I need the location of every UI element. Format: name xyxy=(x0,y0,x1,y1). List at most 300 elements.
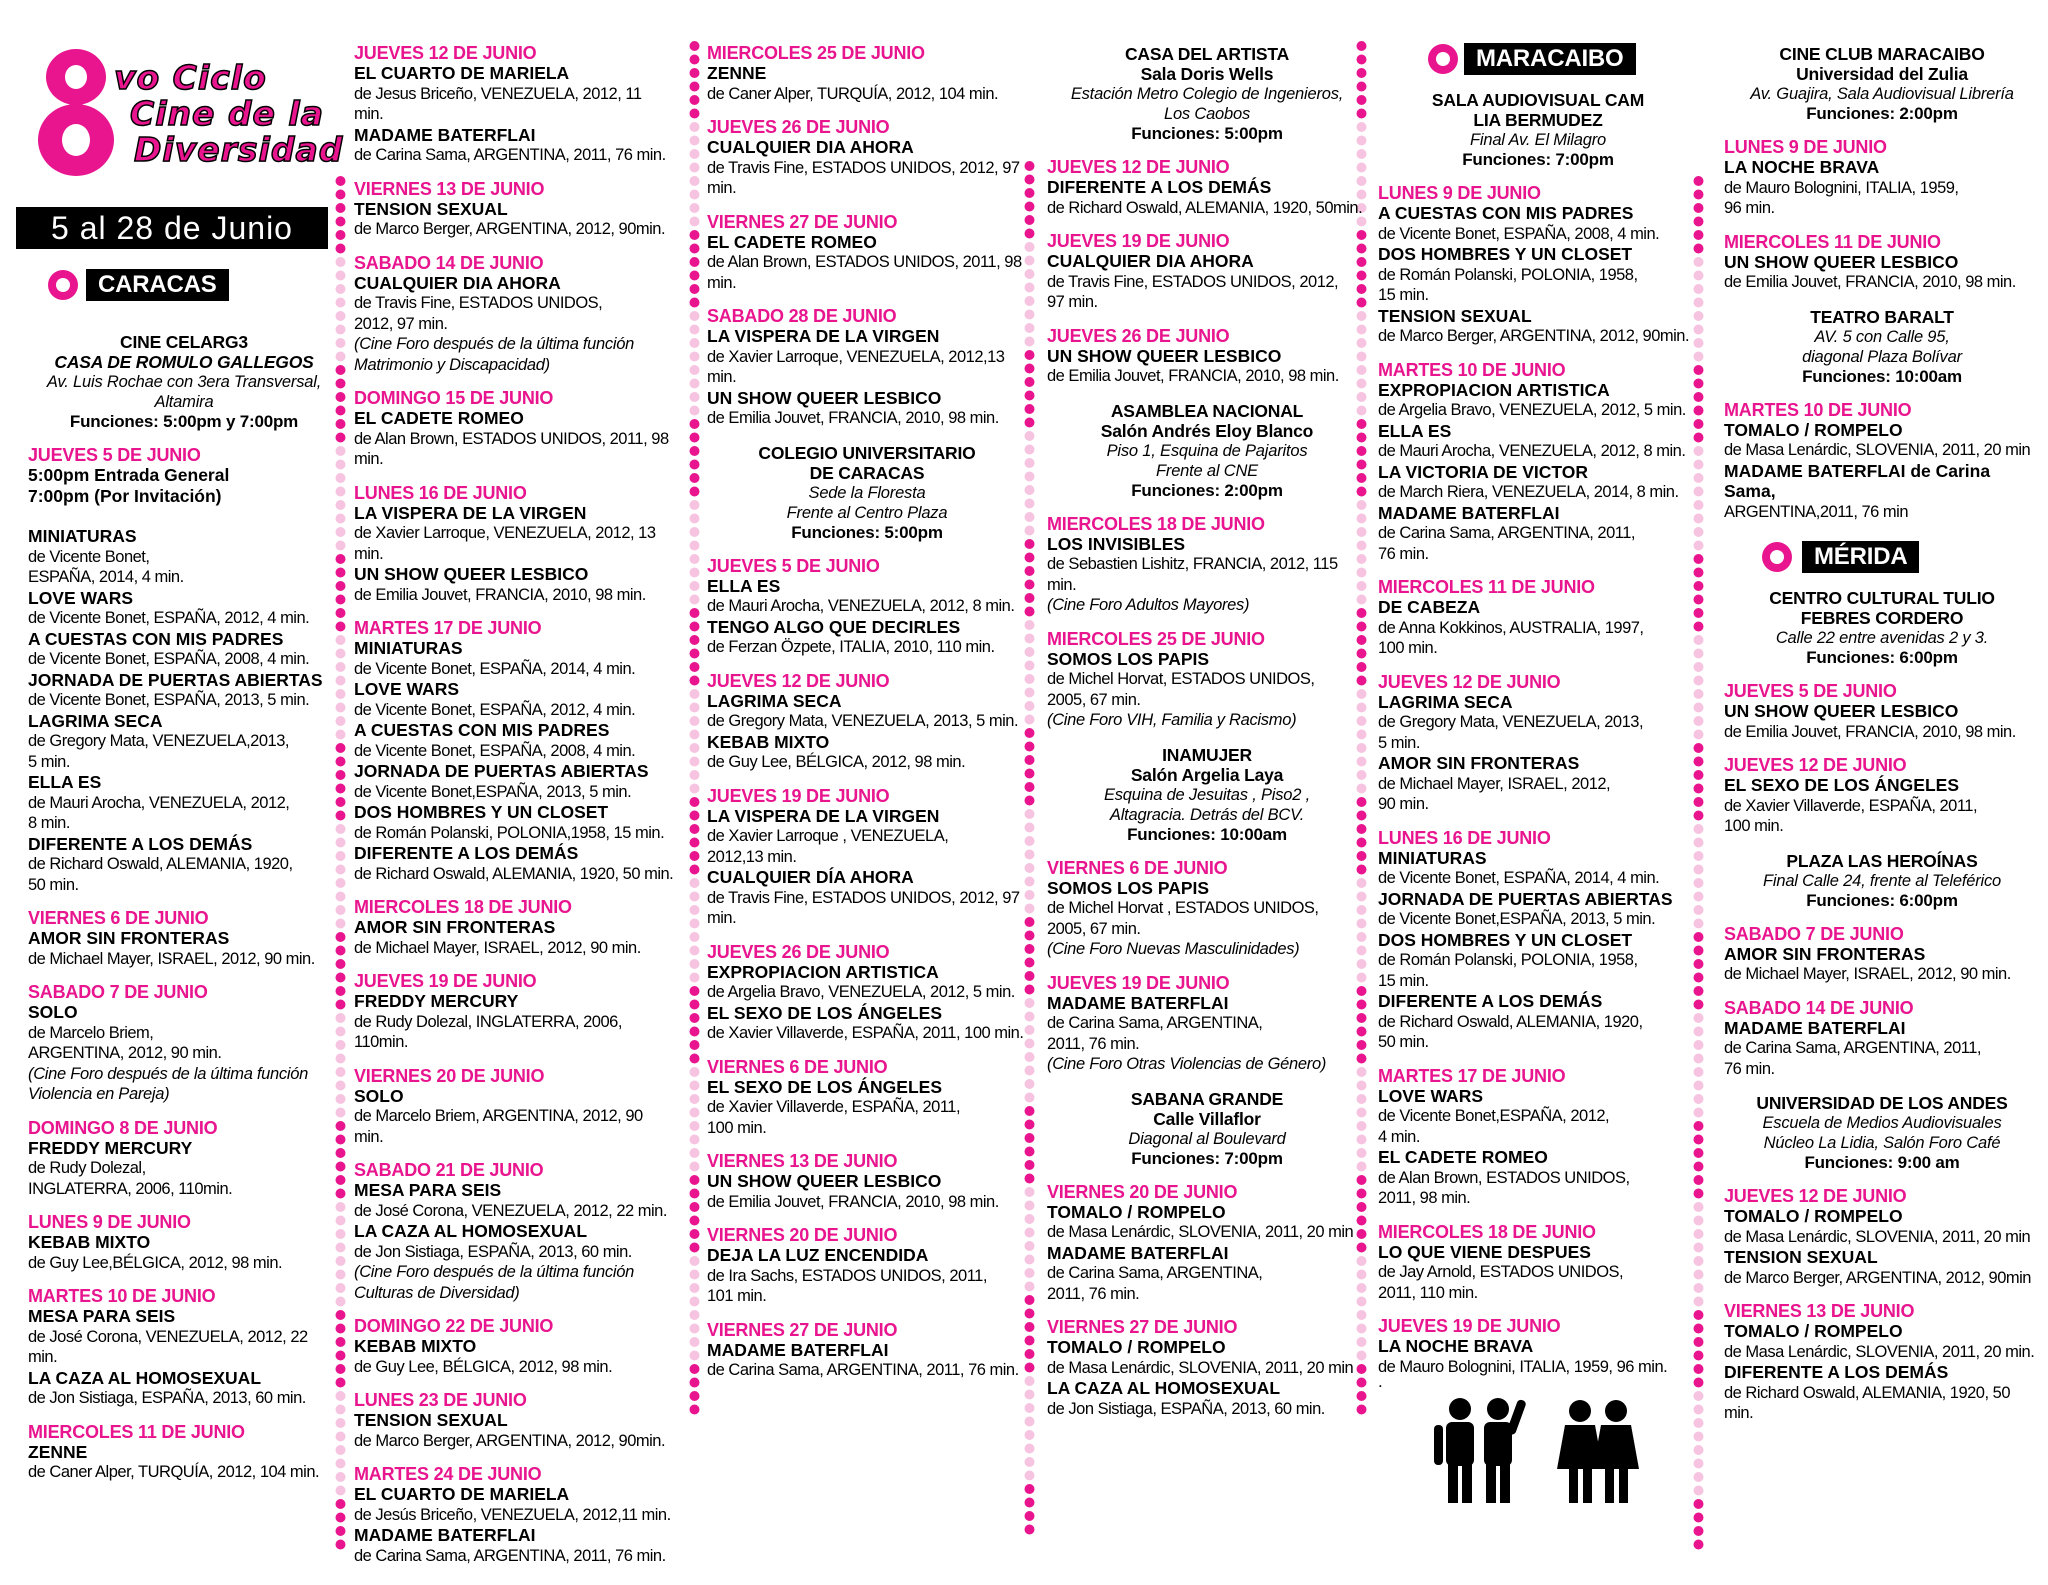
venue-address: Final Av. El Milagro xyxy=(1470,131,1606,149)
schedule-date: MARTES 17 DE JUNIO xyxy=(1378,1065,1566,1086)
column-6 xyxy=(1724,30,2040,1424)
cine-foro-note: (Cine Foro Otras Violencias de Género) xyxy=(1047,1055,1327,1073)
film-info: de Michael Mayer, ISRAEL, 2012, xyxy=(1378,774,1611,793)
film-title: ELLA ES xyxy=(1378,420,1452,441)
film-title: EL SEXO DE LOS ÁNGELES xyxy=(1724,775,1960,795)
schedule-date: VIERNES 6 DE JUNIO xyxy=(28,908,209,928)
venue-times: Funciones: 5:00pm xyxy=(791,522,943,542)
venue-times: Funciones: 10:00am xyxy=(1802,366,1962,386)
film-title: DOS HOMBRES Y UN CLOSET xyxy=(1378,929,1633,950)
film-title: EL SEXO DE LOS ÁNGELES xyxy=(707,1002,943,1023)
film-title: JORNADA DE PUERTAS ABIERTAS xyxy=(1378,888,1673,909)
film-info: 76 min. xyxy=(1378,544,1429,563)
film-info: de Carina Sama, ARGENTINA, 2011, xyxy=(1724,1039,1981,1057)
logo-line-3: Diversidad xyxy=(134,130,344,169)
schedule-list xyxy=(1724,400,2040,523)
film-title: UN SHOW QUEER LESBICO xyxy=(1047,345,1282,366)
schedule-date: SABADO 14 DE JUNIO xyxy=(1724,997,1914,1018)
film-title: DIFERENTE A LOS DEMÁS xyxy=(354,843,579,863)
column-3 xyxy=(707,30,1027,1381)
cine-foro-note: Violencia en Pareja) xyxy=(28,1085,170,1103)
film-title: MADAME BATERFLAI xyxy=(1724,1017,1906,1038)
film-title: DOS HOMBRES Y UN CLOSET xyxy=(1378,244,1633,264)
film-info: 97 min. xyxy=(1047,293,1098,311)
film-info: de Carina Sama, ARGENTINA, 2011, 76 min. xyxy=(354,1546,666,1565)
schedule-date: LUNES 9 DE JUNIO xyxy=(1724,137,1887,157)
film-title: UN SHOW QUEER LESBICO xyxy=(1724,251,1959,272)
cine-foro-note: (Cine Foro después de la última función xyxy=(28,1064,308,1083)
schedule-date: LUNES 9 DE JUNIO xyxy=(1378,183,1541,203)
film-title: CUALQUIER DIA AHORA xyxy=(354,272,561,293)
venue-title: DE CARACAS xyxy=(809,462,925,483)
venue-sala-audiovisual-cam xyxy=(1378,90,1698,170)
film-info: 5 min. xyxy=(28,752,70,771)
venue-centro-cultural-tulio xyxy=(1724,588,2040,668)
film-info: de Argelia Bravo, VENEZUELA, 2012, 5 min. xyxy=(707,983,1015,1001)
film-info: de Emilia Jouvet, FRANCIA, 2010, 98 min. xyxy=(354,585,646,604)
schedule-date: VIERNES 27 DE JUNIO xyxy=(707,211,898,232)
film-info: de Mauro Bolognini, ITALIA, 1959, xyxy=(1724,178,1959,197)
film-info: de Masa Lenárdic, SLOVENIA, 2011, 20 min. xyxy=(1724,1342,2035,1361)
film-title: CUALQUIER DIA AHORA xyxy=(1047,251,1254,271)
schedule-date: JUEVES 12 DE JUNIO xyxy=(354,43,537,63)
film-title: FREDDY MERCURY xyxy=(28,1137,193,1158)
film-title: LAGRIMA SECA xyxy=(1378,691,1513,712)
film-title: LOVE WARS xyxy=(354,679,460,699)
film-title: LA CAZA AL HOMOSEXUAL xyxy=(354,1221,588,1241)
film-info: 101 min. xyxy=(707,1287,767,1305)
people-pictogram-icon xyxy=(1420,1395,1650,1505)
film-info: 2011, 110 min. xyxy=(1378,1283,1478,1302)
film-title: EL CUARTO DE MARIELA xyxy=(354,63,570,83)
schedule-list xyxy=(1724,1186,2040,1424)
film-info: de Vicente Bonet, xyxy=(28,547,150,566)
film-title: AMOR SIN FRONTERAS xyxy=(354,917,556,937)
film-title: EL CADETE ROMEO xyxy=(354,408,524,428)
schedule-date: MIERCOLES 25 DE JUNIO xyxy=(1047,628,1265,649)
film-title: SOLO xyxy=(28,1002,78,1022)
city-bullet-icon xyxy=(1428,44,1458,74)
film-title: JORNADA DE PUERTAS ABIERTAS xyxy=(354,761,649,781)
film-title: LA NOCHE BRAVA xyxy=(1378,1336,1534,1356)
film-info: de Marco Berger, ARGENTINA, 2012, 90min. xyxy=(354,1431,666,1450)
venue-inamujer xyxy=(1047,745,1367,845)
schedule-date: VIERNES 13 DE JUNIO xyxy=(354,178,545,199)
film-title: MINIATURAS xyxy=(1378,847,1487,868)
venue-address: Final Calle 24, frente al Teleférico xyxy=(1763,871,2001,890)
film-title: EL CUARTO DE MARIELA xyxy=(354,1484,570,1504)
schedule-date: JUEVES 12 DE JUNIO xyxy=(707,670,890,691)
venue-title: TEATRO BARALT xyxy=(1810,306,1954,327)
film-info: de Michael Mayer, ISRAEL, 2012, 90 min. xyxy=(1724,965,2011,983)
schedule-date: LUNES 16 DE JUNIO xyxy=(1378,827,1551,848)
venue-title: CINE CELARG3 xyxy=(120,332,248,352)
schedule-date: VIERNES 6 DE JUNIO xyxy=(707,1056,888,1077)
schedule-date: JUEVES 19 DE JUNIO xyxy=(1047,231,1230,251)
film-info: de Román Polanski, POLONIA, 1958, xyxy=(1378,265,1638,284)
film-title: LAGRIMA SECA xyxy=(707,690,842,711)
film-info: de Vicente Bonet,ESPAÑA, 2013, 5 min. xyxy=(1378,910,1656,928)
film-info: de Masa Lenárdic, SLOVENIA, 2011, 20 min xyxy=(1724,1227,2031,1246)
schedule-date: MIERCOLES 11 DE JUNIO xyxy=(28,1421,245,1442)
venue-address: Los Caobos xyxy=(1163,105,1251,123)
venue-times: Funciones: 9:00 am xyxy=(1804,1153,1960,1172)
schedule-date: MIERCOLES 11 DE JUNIO xyxy=(1378,577,1595,597)
venue-sabana-grande xyxy=(1047,1089,1367,1169)
film-info: de Mauri Arocha, VENEZUELA, 2012, 8 min. xyxy=(1378,442,1686,460)
film-info: de José Corona, VENEZUELA, 2012, 22 xyxy=(28,1327,308,1346)
film-title: LA CAZA AL HOMOSEXUAL xyxy=(28,1367,262,1388)
film-title: MINIATURAS xyxy=(354,638,463,658)
date-range-banner: 5 al 28 de Junio xyxy=(16,207,328,249)
logo-line-2: Cine de la xyxy=(130,94,324,133)
film-title: KEBAB MIXTO xyxy=(707,731,830,752)
film-info: de Alan Brown, ESTADOS UNIDOS, 2011, 98 min. xyxy=(354,429,669,468)
film-info: de Emilia Jouvet, FRANCIA, 2010, 98 min. xyxy=(1047,367,1339,385)
schedule-date: MARTES 10 DE JUNIO xyxy=(1724,399,1912,420)
film-info: de Ira Sachs, ESTADOS UNIDOS, 2011, xyxy=(707,1266,987,1285)
film-title: TOMALO / ROMPELO xyxy=(1724,1321,1903,1341)
schedule-date: MARTES 10 DE JUNIO xyxy=(28,1286,216,1306)
venue-plaza-las-heroinas xyxy=(1724,851,2040,911)
film-title: SOLO xyxy=(354,1085,404,1106)
film-info: de Xavier Villaverde, ESPAÑA, 2011, xyxy=(707,1098,961,1116)
film-info: de Vicente Bonet, ESPAÑA, 2008, 4 min. xyxy=(354,741,636,760)
venue-address: Av. Guajira, Sala Audiovisual Librería xyxy=(1750,85,2014,103)
film-info: 15 min. xyxy=(1378,286,1429,304)
film-info: de Marcelo Briem, ARGENTINA, 2012, 90 min. xyxy=(354,1107,643,1146)
film-title: TENSION SEXUAL xyxy=(354,1410,508,1430)
film-info: de March Riera, VENEZUELA, 2014, 8 min. xyxy=(1378,483,1679,501)
city-label-maracaibo: MARACAIBO xyxy=(1464,43,1636,75)
film-title: ZENNE xyxy=(28,1441,88,1462)
schedule-date: SABADO 7 DE JUNIO xyxy=(1724,923,1904,944)
film-title: TENSION SEXUAL xyxy=(354,198,508,219)
film-info: de Travis Fine, ESTADOS UNIDOS, 2012, xyxy=(1047,272,1339,291)
film-title: TOMALO / ROMPELO xyxy=(1047,1201,1226,1222)
venue-address: Altamira xyxy=(154,393,214,411)
venue-address: Diagonal al Boulevard xyxy=(1128,1129,1286,1148)
venue-address: Av. Luis Rochae con 3era Transversal, xyxy=(46,373,322,391)
film-info: de Anna Kokkinos, AUSTRALIA, 1997, xyxy=(1378,618,1644,637)
schedule-date: MIERCOLES 25 DE JUNIO xyxy=(707,43,925,63)
film-title: LA VISPERA DE LA VIRGEN xyxy=(354,502,587,523)
film-title: CUALQUIER DIA AHORA xyxy=(707,137,914,157)
venue-times: Funciones: 7:00pm xyxy=(1131,1148,1283,1168)
film-info: de Argelia Bravo, VENEZUELA, 2012, 5 min. xyxy=(1378,401,1686,419)
schedule-date: MIERCOLES 18 DE JUNIO xyxy=(1047,513,1265,534)
schedule-date: VIERNES 6 DE JUNIO xyxy=(1047,857,1228,878)
film-info: de Jon Sistiaga, ESPAÑA, 2013, 60 min. xyxy=(28,1389,306,1407)
venue-address: Frente al CNE xyxy=(1156,461,1258,480)
film-info: de Rudy Dolezal, xyxy=(28,1159,146,1177)
venue-address: Frente al Centro Plaza xyxy=(786,503,948,522)
venue-address: Altagracia. Detrás del BCV. xyxy=(1109,805,1305,824)
film-title: AMOR SIN FRONTERAS xyxy=(1378,753,1580,773)
film-title: UN SHOW QUEER LESBICO xyxy=(707,1171,942,1191)
film-info: de Marco Berger, ARGENTINA, 2012, 90min. xyxy=(1378,327,1690,345)
film-title: EXPROPIACION ARTISTICA xyxy=(1378,379,1610,400)
venue-cine-club-maracaibo xyxy=(1724,44,2040,124)
film-info: de Carina Sama, ARGENTINA, 2011, 76 min. xyxy=(354,146,666,164)
film-info: de Jon Sistiaga, ESPAÑA, 2013, 60 min. xyxy=(1047,1399,1325,1418)
film-title: MINIATURAS xyxy=(28,526,137,546)
film-title: LOVE WARS xyxy=(1378,1085,1484,1106)
schedule-date: DOMINGO 8 DE JUNIO xyxy=(28,1117,218,1138)
film-info: de Marco Berger, ARGENTINA, 2012, 90min. xyxy=(354,220,666,238)
schedule-date: LUNES 9 DE JUNIO xyxy=(28,1212,191,1232)
film-info: 100 min. xyxy=(1378,639,1438,657)
film-title: UN SHOW QUEER LESBICO xyxy=(707,387,942,408)
schedule-date: DOMINGO 15 DE JUNIO xyxy=(354,388,554,408)
film-info: de Jesús Briceño, VENEZUELA, 2012,11 min. xyxy=(354,1505,671,1524)
film-info: min. xyxy=(28,1348,58,1366)
schedule-date: VIERNES 13 DE JUNIO xyxy=(707,1151,898,1171)
schedule-date: LUNES 16 DE JUNIO xyxy=(354,482,527,503)
schedule-date: JUEVES 5 DE JUNIO xyxy=(28,445,201,465)
film-info: 50 min. xyxy=(28,875,79,894)
schedule-date: MIERCOLES 18 DE JUNIO xyxy=(1378,1221,1596,1242)
venue-times: Funciones: 10:00am xyxy=(1127,824,1287,844)
film-title: LA CAZA AL HOMOSEXUAL xyxy=(1047,1378,1281,1398)
film-title: MADAME BATERFLAI xyxy=(1047,1242,1229,1263)
venue-times: Funciones: 5:00pm y 7:00pm xyxy=(69,412,299,431)
film-info: de Jesus Briceño, VENEZUELA, 2012, 11 min. xyxy=(354,84,642,123)
venue-address: Esquina de Jesuitas , Piso2 , xyxy=(1103,785,1311,804)
venue-universidad-de-los-andes xyxy=(1724,1093,2040,1173)
schedule-list xyxy=(1047,1182,1367,1420)
schedule-date: JUEVES 12 DE JUNIO xyxy=(1724,1186,1907,1206)
film-title: MADAME BATERFLAI xyxy=(1378,502,1560,523)
venue-times: Funciones: 5:00pm xyxy=(1131,124,1283,143)
film-title: AMOR SIN FRONTERAS xyxy=(1724,943,1926,964)
film-info: de Vicente Bonet, ESPAÑA, 2012, 4 min. xyxy=(354,700,636,719)
film-title: MADAME BATERFLAI xyxy=(354,124,536,145)
film-title: TOMALO / ROMPELO xyxy=(1724,419,1903,440)
film-title: LOS INVISIBLES xyxy=(1047,533,1186,554)
film-info: de Carina Sama, ARGENTINA, xyxy=(1047,1264,1263,1282)
film-title: LA VICTORIA DE VICTOR xyxy=(1378,461,1589,482)
film-info: de Travis Fine, ESTADOS UNIDOS, xyxy=(354,294,603,312)
venue-title: Sala Doris Wells xyxy=(1140,64,1274,84)
schedule-date: VIERNES 20 DE JUNIO xyxy=(707,1225,898,1245)
film-info: de Emilia Jouvet, FRANCIA, 2010, 98 min. xyxy=(1724,273,2016,291)
venue-title: CASA DEL ARTISTA xyxy=(1124,44,1290,64)
film-title: KEBAB MIXTO xyxy=(354,1336,477,1356)
film-info: de Michel Horvat, ESTADOS UNIDOS, xyxy=(1047,670,1315,688)
schedule-date: JUEVES 26 DE JUNIO xyxy=(707,117,890,137)
film-title: A CUESTAS CON MIS PADRES xyxy=(28,628,284,649)
film-info: de Emilia Jouvet, FRANCIA, 2010, 98 min. xyxy=(707,1192,999,1211)
schedule-list xyxy=(1047,157,1367,387)
film-title: ELLA ES xyxy=(707,575,781,596)
film-info: 100 min. xyxy=(707,1118,767,1137)
film-info: 2012, 97 min. xyxy=(354,314,448,333)
dot-separator-2 xyxy=(688,40,701,1420)
film-info: de Vicente Bonet, ESPAÑA, 2014, 4 min. xyxy=(354,659,636,678)
film-info: ESPAÑA, 2014, 4 min. xyxy=(28,568,184,586)
film-info: 5 min. xyxy=(1378,733,1420,752)
venue-title: FEBRES CORDERO xyxy=(1800,608,1964,628)
film-info: de Vicente Bonet, ESPAÑA, 2008, 4 min. xyxy=(1378,224,1660,243)
venue-colegio-universitario xyxy=(707,443,1027,543)
venue-address: Calle 22 entre avenidas 2 y 3. xyxy=(1775,629,1989,647)
film-info: de Caner Alper, TURQUÍA, 2012, 104 min. xyxy=(28,1463,320,1481)
film-info: de Guy Lee, BÉLGICA, 2012, 98 min. xyxy=(354,1357,613,1376)
schedule-date: MIERCOLES 11 DE JUNIO xyxy=(1724,231,1941,252)
film-title: ZENNE xyxy=(707,63,767,83)
schedule-list xyxy=(707,556,1027,1381)
schedule-date: MARTES 24 DE JUNIO xyxy=(354,1464,542,1484)
film-title: MADAME BATERFLAI xyxy=(354,1525,536,1545)
film-title: DIFERENTE A LOS DEMÁS xyxy=(1378,991,1603,1011)
film-title: MESA PARA SEIS xyxy=(28,1306,176,1326)
column-4 xyxy=(1047,30,1367,1419)
schedule-date: JUEVES 19 DE JUNIO xyxy=(354,971,537,991)
film-title: DEJA LA LUZ ENCENDIDA xyxy=(707,1245,929,1265)
schedule-date: JUEVES 12 DE JUNIO xyxy=(1378,671,1561,692)
venue-times: Funciones: 6:00pm xyxy=(1806,648,1958,667)
film-title: A CUESTAS CON MIS PADRES xyxy=(1378,203,1634,223)
film-info: de Emilia Jouvet, FRANCIA, 2010, 98 min. xyxy=(1724,722,2016,741)
film-info: 96 min. xyxy=(1724,199,1775,217)
film-info: de Richard Oswald, ALEMANIA, 1920, xyxy=(1378,1012,1643,1031)
venue-times: Funciones: 6:00pm xyxy=(1806,890,1958,910)
schedule-list xyxy=(1724,924,2040,1080)
film-info: de Mauro Bolognini, ITALIA, 1959, 96 min. xyxy=(1378,1357,1668,1376)
festival-logo xyxy=(28,42,344,182)
venue-title: Calle Villaflor xyxy=(1153,1108,1261,1129)
film-info: ARGENTINA, 2012, 90 min. xyxy=(28,1044,222,1062)
schedule-date: JUEVES 12 DE JUNIO xyxy=(1047,157,1230,177)
film-title: LO QUE VIENE DESPUES xyxy=(1378,1241,1591,1262)
venue-title: ASAMBLEA NACIONAL xyxy=(1110,400,1304,421)
venue-times: Funciones: 2:00pm xyxy=(1131,480,1283,500)
venue-title: UNIVERSIDAD DE LOS ANDES xyxy=(1756,1093,2008,1113)
cine-foro-note: (Cine Foro Nuevas Masculinidades) xyxy=(1047,940,1300,958)
venue-address: Núcleo La Lidia, Salón Foro Café xyxy=(1763,1134,2001,1152)
film-info: de Gregory Mata, VENEZUELA, 2013, 5 min. xyxy=(707,712,1019,730)
film-title: TENSION SEXUAL xyxy=(1724,1247,1878,1267)
city-label-caracas: CARACAS xyxy=(86,269,229,301)
film-info: 2011, 76 min. xyxy=(1047,1034,1140,1053)
schedule-list xyxy=(1724,137,2040,293)
film-info: de Richard Oswald, ALEMANIA, 1920, 50 min. xyxy=(354,864,674,883)
film-title: SOMOS LOS PAPIS xyxy=(1047,648,1210,669)
cine-foro-note: (Cine Foro después de la última función xyxy=(354,1263,634,1281)
venue-times: Funciones: 2:00pm xyxy=(1806,104,1958,123)
schedule-list xyxy=(707,43,1027,429)
film-info: de Román Polanski, POLONIA,1958, 15 min. xyxy=(354,823,665,842)
schedule-date: MARTES 17 DE JUNIO xyxy=(354,618,542,638)
film-title: DIFERENTE A LOS DEMÁS xyxy=(1724,1362,1949,1382)
venue-title: SALA AUDIOVISUAL CAM xyxy=(1431,90,1645,110)
film-title: DE CABEZA xyxy=(1378,597,1481,617)
venue-casa-del-artista xyxy=(1047,44,1367,144)
film-info: de Rudy Dolezal, INGLATERRA, 2006, 110min. xyxy=(354,1012,622,1051)
venue-title: PLAZA LAS HEROÍNAS xyxy=(1786,850,1978,871)
film-info: 2012,13 min. xyxy=(707,847,797,866)
city-bullet-icon xyxy=(48,270,78,300)
city-band-merida xyxy=(1762,540,2040,574)
film-info: 90 min. xyxy=(1378,795,1429,813)
film-info: de Xavier Larroque, VENEZUELA, 2012,13 min. xyxy=(707,347,1005,386)
venue-title: INAMUJER xyxy=(1162,744,1252,765)
film-info: de Mauri Arocha, VENEZUELA, 2012, xyxy=(28,793,290,812)
schedule-date: JUEVES 19 DE JUNIO xyxy=(1378,1316,1561,1336)
film-title: ELLA ES xyxy=(28,772,102,792)
film-title: KEBAB MIXTO xyxy=(28,1232,151,1252)
schedule-note: 7:00pm (Por Invitación) xyxy=(28,485,222,506)
schedule-list xyxy=(1378,183,1698,1377)
film-title: TENGO ALGO QUE DECIRLES xyxy=(707,616,961,637)
city-bullet-icon xyxy=(1762,542,1792,572)
venue-address: Sede la Floresta xyxy=(808,483,926,502)
film-info: 2011, 98 min. xyxy=(1378,1189,1471,1207)
cine-foro-note: (Cine Foro después de la última función xyxy=(354,335,634,353)
film-info: de Vicente Bonet,ESPAÑA, 2012, xyxy=(1378,1107,1610,1125)
cine-foro-note: Matrimonio y Discapacidad) xyxy=(354,355,550,374)
schedule-list xyxy=(28,445,340,1483)
film-title: LOVE WARS xyxy=(28,587,134,608)
film-title: MADAME BATERFLAI xyxy=(707,1339,889,1360)
film-info: de Mauri Arocha, VENEZUELA, 2012, 8 min. xyxy=(707,597,1015,615)
venue-cine-celarg3 xyxy=(28,332,340,432)
city-band-caracas xyxy=(48,268,340,302)
schedule-date: SABADO 7 DE JUNIO xyxy=(28,982,208,1002)
film-info: de Guy Lee,BÉLGICA, 2012, 98 min. xyxy=(28,1253,283,1272)
venue-title: COLEGIO UNIVERSITARIO xyxy=(758,442,976,463)
film-info: 100 min. xyxy=(1724,817,1784,835)
film-title: TOMALO / ROMPELO xyxy=(1724,1206,1903,1226)
film-info: de Román Polanski, POLONIA, 1958, xyxy=(1378,951,1638,969)
film-info: de Masa Lenárdic, SLOVENIA, 2011, 20 min xyxy=(1047,1358,1354,1377)
film-title: EL SEXO DE LOS ÁNGELES xyxy=(707,1076,943,1097)
film-info: de Michael Mayer, ISRAEL, 2012, 90 min. xyxy=(354,938,641,957)
schedule-date: JUEVES 19 DE JUNIO xyxy=(707,785,890,806)
schedule-date: LUNES 23 DE JUNIO xyxy=(354,1390,527,1410)
venue-title: Universidad del Zulia xyxy=(1796,64,1968,84)
film-info: de Jay Arnold, ESTADOS UNIDOS, xyxy=(1378,1263,1624,1281)
film-info: de Vicente Bonet,ESPAÑA, 2013, 5 min. xyxy=(354,782,632,801)
venue-times: Funciones: 7:00pm xyxy=(1462,150,1614,169)
schedule-list xyxy=(1724,681,2040,837)
film-info: ARGENTINA,2011, 76 min xyxy=(1724,502,1909,521)
film-info: de Travis Fine, ESTADOS UNIDOS, 2012, 97 min. xyxy=(707,158,1020,197)
film-title: UN SHOW QUEER LESBICO xyxy=(1724,701,1959,721)
film-info: de Masa Lenárdic, SLOVENIA, 2011, 20 min xyxy=(1047,1223,1354,1241)
venue-title: CINE CLUB MARACAIBO xyxy=(1779,44,1985,64)
film-info: de Marco Berger, ARGENTINA, 2012, 90min xyxy=(1724,1268,2031,1287)
venue-title: Salón Argelia Laya xyxy=(1130,764,1284,785)
film-info: de Guy Lee, BÉLGICA, 2012, 98 min. xyxy=(707,753,966,771)
venue-subtitle: CASA DE ROMULO GALLEGOS xyxy=(54,352,314,372)
film-info: de Vicente Bonet, ESPAÑA, 2014, 4 min. xyxy=(1378,869,1660,887)
film-title: DOS HOMBRES Y UN CLOSET xyxy=(354,802,609,822)
schedule-date: SABADO 28 DE JUNIO xyxy=(707,306,897,326)
film-info: de Carina Sama, ARGENTINA, xyxy=(1047,1014,1263,1032)
schedule-date: VIERNES 20 DE JUNIO xyxy=(1047,1181,1238,1202)
film-title: EL CADETE ROMEO xyxy=(1378,1147,1548,1167)
venue-address: Estación Metro Colegio de Ingenieros, xyxy=(1070,85,1344,103)
film-info: de Richard Oswald, ALEMANIA, 1920, 50min. xyxy=(1047,198,1363,217)
film-title: UN SHOW QUEER LESBICO xyxy=(354,564,589,584)
film-title: DIFERENTE A LOS DEMÁS xyxy=(1047,177,1272,197)
venue-title: CENTRO CULTURAL TULIO xyxy=(1769,588,1995,608)
film-title: AMOR SIN FRONTERAS xyxy=(28,928,230,948)
schedule-date: JUEVES 26 DE JUNIO xyxy=(1047,325,1230,346)
film-info: de Carina Sama, ARGENTINA, 2011, 76 min. xyxy=(707,1361,1019,1379)
